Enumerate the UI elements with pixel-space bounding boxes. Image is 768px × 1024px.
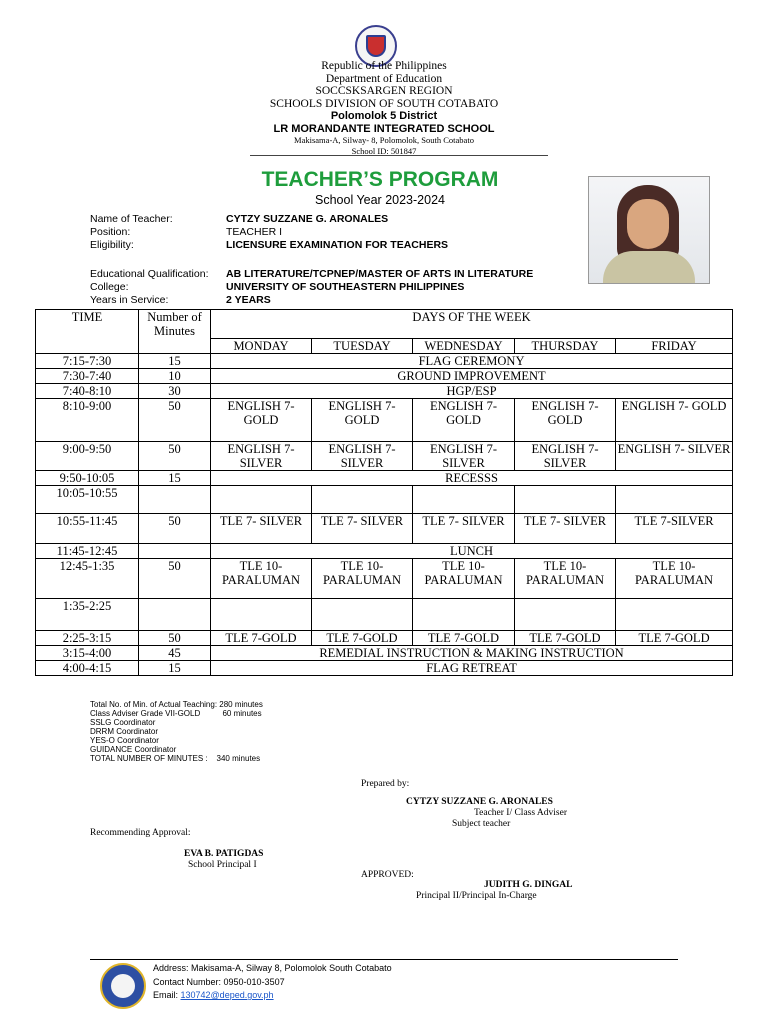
- footer-address: Address: Makisama-A, Silway 8, Polomolok South Cotabato: [153, 963, 392, 973]
- note-line: DRRM Coordinator: [90, 727, 159, 736]
- time-header: TIME: [36, 310, 139, 354]
- table-row: [36, 559, 733, 599]
- minutes-cell: 50: [139, 559, 211, 599]
- class-cell: TLE 7-GOLD: [312, 631, 413, 646]
- minutes-cell: [139, 486, 211, 514]
- time-cell: 3:15-4:00: [36, 646, 139, 661]
- class-cell: TLE 7- SILVER: [413, 514, 515, 544]
- day-header: THURSDAY: [515, 339, 616, 354]
- table-row: [36, 631, 733, 646]
- info-label: College:: [90, 281, 129, 293]
- footer-contact: Contact Number: 0950-010-3507: [153, 977, 285, 987]
- minutes-cell: 45: [139, 646, 211, 661]
- table-row: [36, 354, 733, 369]
- principal-signatory: EVA B. PATIGDAS: [184, 849, 264, 859]
- footer-divider: [90, 959, 678, 960]
- class-cell: TLE 7-GOLD: [413, 631, 515, 646]
- table-row: [36, 384, 733, 399]
- approver-signatory: JUDITH G. DINGAL: [484, 880, 573, 890]
- email-link[interactable]: 130742@deped.gov.ph: [180, 990, 274, 1000]
- time-cell: 7:40-8:10: [36, 384, 139, 399]
- activity-span-cell: GROUND IMPROVEMENT: [211, 369, 733, 384]
- district-name: Polomolok 5 District: [330, 110, 438, 122]
- class-cell: ENGLISH 7- SILVER: [413, 442, 515, 471]
- minutes-cell: 50: [139, 399, 211, 442]
- schedule-table: [35, 309, 733, 676]
- time-cell: 9:50-10:05: [36, 471, 139, 486]
- activity-span-cell: RECESSS: [211, 471, 733, 486]
- header-line: Department of Education: [325, 72, 443, 85]
- time-cell: 9:00-9:50: [36, 442, 139, 471]
- note-line: Class Adviser Grade VII-GOLD 60 minutes: [90, 709, 262, 718]
- class-cell: ENGLISH 7- SILVER: [312, 442, 413, 471]
- time-cell: 11:45-12:45: [36, 544, 139, 559]
- class-cell: TLE 7- SILVER: [515, 514, 616, 544]
- teacher-signatory-role: Subject teacher: [452, 819, 511, 829]
- school-logo: [100, 963, 146, 1009]
- info-label: Eligibility:: [90, 239, 134, 251]
- class-cell: [616, 599, 733, 631]
- class-cell: [211, 599, 312, 631]
- activity-span-cell: FLAG CEREMONY: [211, 354, 733, 369]
- note-line: YES-O Coordinator: [90, 736, 159, 745]
- class-cell: TLE 10- PARALUMAN: [616, 559, 733, 599]
- table-header-row: [36, 310, 733, 339]
- class-cell: [211, 486, 312, 514]
- time-cell: 4:00-4:15: [36, 661, 139, 676]
- class-cell: ENGLISH 7- GOLD: [616, 399, 733, 442]
- class-cell: TLE 7- SILVER: [312, 514, 413, 544]
- class-cell: ENGLISH 7- GOLD: [211, 399, 312, 442]
- time-cell: 10:55-11:45: [36, 514, 139, 544]
- time-cell: 12:45-1:35: [36, 559, 139, 599]
- minutes-cell: 10: [139, 369, 211, 384]
- header-divider: [250, 155, 548, 156]
- class-cell: TLE 7-GOLD: [515, 631, 616, 646]
- teacher-signatory-title: Teacher I/ Class Adviser: [474, 808, 567, 818]
- class-cell: TLE 10- PARALUMAN: [515, 559, 616, 599]
- minutes-cell: 50: [139, 442, 211, 471]
- time-cell: 1:35-2:25: [36, 599, 139, 631]
- activity-span-cell: LUNCH: [211, 544, 733, 559]
- minutes-cell: [139, 599, 211, 631]
- note-line: Total No. of Min. of Actual Teaching: 280 minutes: [90, 700, 263, 709]
- teaching-load-notes: [90, 700, 263, 763]
- class-cell: TLE 10- PARALUMAN: [211, 559, 312, 599]
- activity-span-cell: FLAG RETREAT: [211, 661, 733, 676]
- time-cell: 10:05-10:55: [36, 486, 139, 514]
- table-row: [36, 514, 733, 544]
- class-cell: ENGLISH 7- GOLD: [515, 399, 616, 442]
- info-value: TEACHER I: [226, 226, 283, 238]
- info-value: 2 YEARS: [226, 294, 271, 306]
- time-cell: 7:15-7:30: [36, 354, 139, 369]
- teacher-signatory: CYTZY SUZZANE G. ARONALES: [406, 797, 553, 807]
- class-cell: TLE 10- PARALUMAN: [413, 559, 515, 599]
- school-year: School Year 2023-2024: [315, 193, 445, 207]
- prepared-by-label: Prepared by:: [361, 779, 410, 789]
- info-label: Years in Service:: [90, 294, 169, 306]
- approver-title: Principal II/Principal In-Charge: [416, 891, 537, 901]
- info-value: CYTZY SUZZANE G. ARONALES: [226, 213, 389, 225]
- table-row: [36, 442, 733, 471]
- note-line: GUIDANCE Coordinator: [90, 745, 177, 754]
- header-line: Republic of the Philippines: [321, 60, 447, 72]
- class-cell: TLE 7-SILVER: [616, 514, 733, 544]
- day-header: TUESDAY: [312, 339, 413, 354]
- info-label: Educational Qualification:: [90, 268, 209, 280]
- class-cell: ENGLISH 7- GOLD: [312, 399, 413, 442]
- school-name: LR MORANDANTE INTEGRATED SCHOOL: [273, 122, 495, 135]
- info-label: Name of Teacher:: [90, 213, 173, 225]
- principal-title: School Principal I: [188, 860, 257, 870]
- minutes-cell: 15: [139, 661, 211, 676]
- school-address: Makisama-A, Silway- 8, Polomolok, South Cotabato: [294, 135, 474, 145]
- activity-span-cell: REMEDIAL INSTRUCTION & MAKING INSTRUCTION: [211, 646, 733, 661]
- table-row: [36, 661, 733, 676]
- class-cell: [616, 486, 733, 514]
- activity-span-cell: HGP/ESP: [211, 384, 733, 399]
- info-value: LICENSURE EXAMINATION FOR TEACHERS: [226, 239, 449, 251]
- minutes-cell: 15: [139, 471, 211, 486]
- header-line: SCHOOLS DIVISION OF SOUTH COTABATO: [269, 97, 499, 110]
- approved-label: APPROVED:: [361, 870, 414, 880]
- class-cell: TLE 7-GOLD: [616, 631, 733, 646]
- class-cell: ENGLISH 7- SILVER: [211, 442, 312, 471]
- class-cell: TLE 7-GOLD: [211, 631, 312, 646]
- day-header: MONDAY: [211, 339, 312, 354]
- info-label: Position:: [90, 226, 131, 238]
- class-cell: [515, 599, 616, 631]
- class-cell: [312, 486, 413, 514]
- table-row: [36, 599, 733, 631]
- info-value: AB LITERATURE/TCPNEP/MASTER OF ARTS IN LITERATURE: [226, 268, 534, 280]
- class-cell: ENGLISH 7- SILVER: [515, 442, 616, 471]
- minutes-cell: 30: [139, 384, 211, 399]
- class-cell: TLE 10- PARALUMAN: [312, 559, 413, 599]
- class-cell: [413, 599, 515, 631]
- table-row: [36, 369, 733, 384]
- school-id: School ID: 501847: [351, 145, 417, 156]
- minutes-header: Number of Minutes: [139, 310, 211, 354]
- minutes-cell: [139, 544, 211, 559]
- day-header: FRIDAY: [616, 339, 733, 354]
- days-header: DAYS OF THE WEEK: [211, 310, 733, 339]
- info-value: UNIVERSITY OF SOUTHEASTERN PHILIPPINES: [226, 281, 465, 293]
- time-cell: 2:25-3:15: [36, 631, 139, 646]
- teacher-photo: [588, 176, 710, 284]
- class-cell: ENGLISH 7- SILVER: [616, 442, 733, 471]
- table-row: [36, 471, 733, 486]
- table-row: [36, 486, 733, 514]
- letterhead: [0, 60, 768, 156]
- email-label: Email:: [153, 990, 181, 1000]
- time-cell: 8:10-9:00: [36, 399, 139, 442]
- minutes-cell: 50: [139, 514, 211, 544]
- class-cell: [312, 599, 413, 631]
- recommending-label: Recommending Approval:: [90, 828, 191, 838]
- footer-email: [153, 990, 274, 1000]
- table-row: [36, 544, 733, 559]
- minutes-cell: 50: [139, 631, 211, 646]
- time-cell: 7:30-7:40: [36, 369, 139, 384]
- minutes-cell: 15: [139, 354, 211, 369]
- table-row: [36, 646, 733, 661]
- table-row: [36, 399, 733, 442]
- note-line: TOTAL NUMBER OF MINUTES : 340 minutes: [90, 754, 261, 763]
- class-cell: [413, 486, 515, 514]
- header-line: SOCCSKSARGEN REGION: [315, 85, 453, 97]
- class-cell: TLE 7- SILVER: [211, 514, 312, 544]
- note-line: SSLG Coordinator: [90, 718, 156, 727]
- day-header: WEDNESDAY: [413, 339, 515, 354]
- class-cell: [515, 486, 616, 514]
- document-title: TEACHER’S PROGRAM: [261, 168, 499, 191]
- class-cell: ENGLISH 7- GOLD: [413, 399, 515, 442]
